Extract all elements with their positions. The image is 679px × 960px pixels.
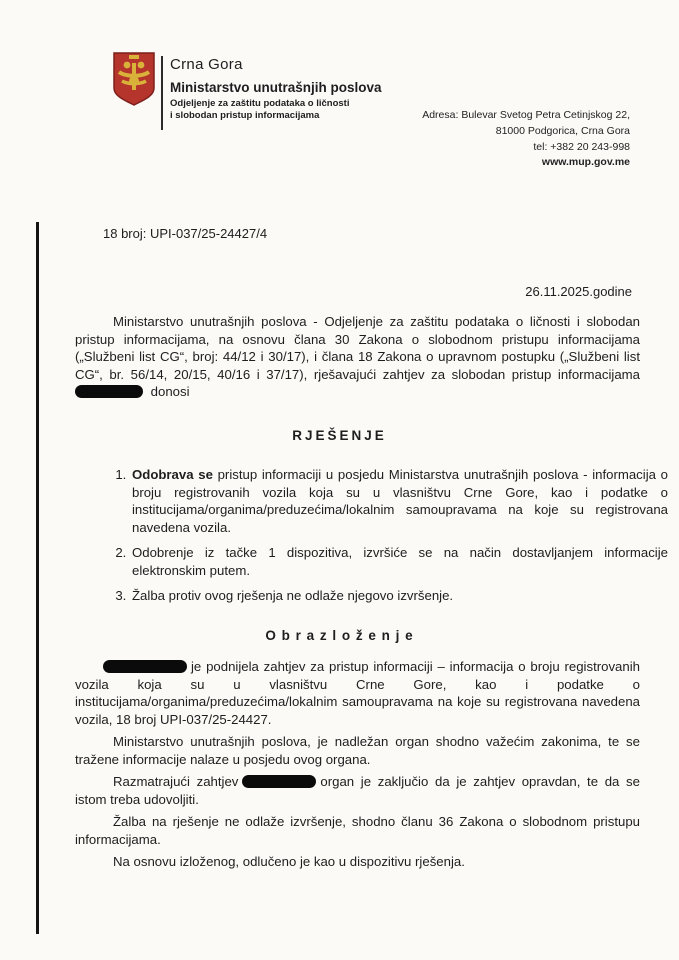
header-divider	[161, 56, 163, 130]
redaction-bar	[75, 385, 143, 398]
department-line1: Odjeljenje za zaštitu podataka o ličnosti	[170, 98, 350, 109]
explanation-paragraph	[75, 853, 640, 871]
paragraph-text: Na osnovu izloženog, odlučeno je kao u dispozitivu rješenja.	[113, 854, 465, 870]
intro-closing: donosi	[150, 384, 190, 400]
address-phone: tel: +382 20 243-998	[533, 140, 630, 153]
montenegro-coat-of-arms-icon	[110, 50, 158, 108]
address-website: www.mup.gov.me	[541, 156, 630, 169]
decision-list	[102, 466, 668, 613]
decision-item	[130, 544, 668, 579]
scan-artifact-line	[36, 222, 39, 934]
paragraph-text: Razmatrajući zahtjev	[113, 774, 239, 790]
paragraph-text: je podnijela zahtjev za pristup informaciji – informacija o broju registrovanih vozila koja su u vlasništvu Crne Gore, kao i podatke o institucijama/organima/preduzećima/lokalnim samoupravama na koje su registrovana navedena vozila, 18 broj UPI-037/25-24427.	[75, 659, 640, 727]
country-name: Crna Gora	[170, 56, 243, 73]
explanation-section	[75, 658, 640, 876]
explanation-paragraph	[75, 733, 640, 768]
paragraph-text: Žalba na rješenje ne odlaže izvršenje, shodno članu 36 Zakona o slobodnom pristupu informacijama.	[75, 814, 640, 847]
reference-number: 18 broj: UPI-037/25-24427/4	[103, 226, 268, 241]
address-block	[422, 108, 630, 171]
address-city: 81000 Podgorica, Crna Gora	[495, 124, 630, 137]
decision-item-text: pristup informaciji u posjedu Ministarstva unutrašnjih poslova - informacija o broju registrovanih vozila koja su u vlasništvu Crne Gore, kao i podatke o institucijama/organima/preduzećima/lokalnim samoupravama na koje su registrovana navedena vozila.	[132, 467, 668, 535]
explanation-paragraph	[75, 658, 640, 728]
decision-item-lead: Odobrava se	[132, 467, 213, 482]
paragraph-text: organ je zaključio da je zahtjev opravdan, te da se istom treba udovoljiti.	[75, 774, 640, 807]
redaction-bar	[242, 775, 316, 788]
decision-item-text: Žalba protiv ovog rješenja ne odlaže njegovo izvršenje.	[132, 588, 454, 604]
address-street: Adresa: Bulevar Svetog Petra Cetinjskog 22,	[422, 109, 630, 121]
intro-paragraph	[75, 313, 640, 401]
explanation-paragraph	[75, 813, 640, 848]
decision-heading: RJEŠENJE	[292, 428, 387, 443]
paragraph-text: Ministarstvo unutrašnjih poslova, je nadležan organ shodno važećim zakonima, te se tražene informacije nalaze u posjedu ovog organa.	[75, 734, 640, 767]
organization-block	[170, 56, 382, 123]
explanation-paragraph	[75, 773, 640, 808]
document-date: 26.11.2025.godine	[525, 284, 632, 299]
ministry-name: Ministarstvo unutrašnjih poslova	[170, 80, 382, 95]
redaction-bar	[103, 660, 187, 673]
decision-item	[130, 466, 668, 536]
explanation-heading: O b r a z l o ž e n j e	[265, 628, 414, 643]
decision-item-text: Odobrenje iz tačke 1 dispozitiva, izvršiće se na način dostavljanjem informacije elektronskim putem.	[132, 545, 668, 578]
decision-item	[130, 587, 668, 605]
department-line2: i slobodan pristup informacijama	[170, 110, 320, 122]
intro-text: Ministarstvo unutrašnjih poslova - Odjeljenje za zaštitu podataka o ličnosti i slobodan pristup informacijama, na osnovu člana 30 Zakona o slobodnom pristupu informacijama („Službeni list CG“, broj: 44/12 i 30/17), i člana 18 Zakona o upravnom postupku („Službeni list CG“, br. 56/14, 20/15, 40/16 i 37/17), rješavajući zahtjev za slobodan pristup informacijama	[75, 314, 640, 382]
